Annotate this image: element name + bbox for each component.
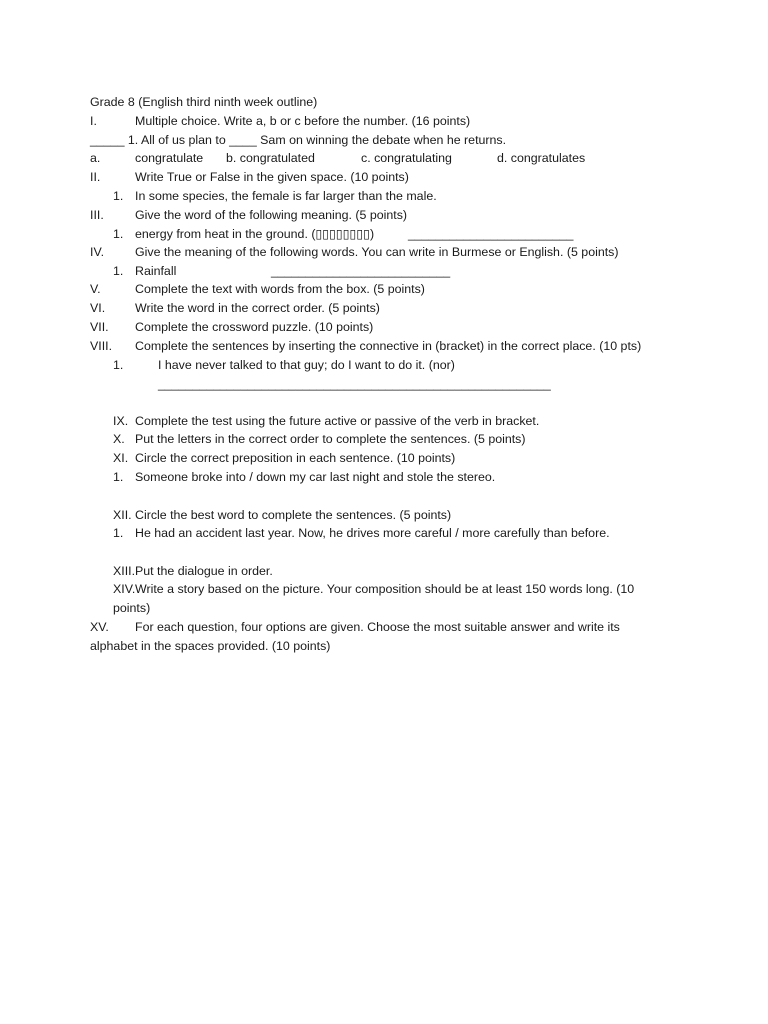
section-instruction: Complete the sentences by inserting the connective in (bracket) in the correct place. (10 pts) [135,339,642,353]
option-a: congratulate [135,151,204,165]
question-number: 1. [113,264,124,278]
section-number: I. [90,114,97,128]
section-instruction-continued: points) [113,601,151,615]
section-number: XIII. [113,564,136,578]
section-instruction-continued: alphabet in the spaces provided. (10 points) [90,639,331,653]
question-text: I have never talked to that guy; do I want to do it. (nor) [158,358,455,372]
question-text: Someone broke into / down my car last night and stole the stereo. [135,470,496,484]
section-number: III. [90,208,104,222]
question-text: Rainfall [135,264,177,278]
section-instruction: Put the letters in the correct order to complete the sentences. (5 points) [135,432,526,446]
question-text: In some species, the female is far larger than the male. [135,189,437,203]
question-number: 1. [113,227,124,241]
section-number: VIII. [90,339,113,353]
section-instruction: Put the dialogue in order. [135,564,273,578]
option-d: d. congratulates [497,151,586,165]
question-number: 1. [113,358,124,372]
section-number: XV. [90,620,109,634]
section-instruction: Write the word in the correct order. (5 points) [135,301,380,315]
section-number: VI. [90,301,106,315]
option-c: c. congratulating [361,151,452,165]
section-instruction: Complete the crossword puzzle. (10 points) [135,320,374,334]
option-b: b. congratulated [226,151,315,165]
section-instruction: Complete the test using the future active or passive of the verb in bracket. [135,414,540,428]
section-number: VII. [90,320,109,334]
section-number: II. [90,170,101,184]
answer-blank: __________________________ [271,264,451,278]
section-number: XII. [113,508,132,522]
section-instruction: Write True or False in the given space. (10 points) [135,170,409,184]
question-text: energy from heat in the ground. (▯▯▯▯▯▯▯▯) [135,227,375,241]
question-number: 1. [113,189,124,203]
section-instruction: For each question, four options are given. Choose the most suitable answer and write its [135,620,620,634]
question-text: _____ 1. All of us plan to ____ Sam on winning the debate when he returns. [90,133,507,147]
question-text: He had an accident last year. Now, he drives more careful / more carefully than before. [135,526,610,540]
section-number: XIV. [113,582,136,596]
section-number: XI. [113,451,129,465]
option-label: a. [90,151,101,165]
section-instruction: Write a story based on the picture. Your composition should be at least 150 words long. (10 [135,582,635,596]
answer-blank: ________________________ [408,227,574,241]
section-instruction: Circle the correct preposition in each sentence. (10 points) [135,451,456,465]
section-instruction: Multiple choice. Write a, b or c before the number. (16 points) [135,114,471,128]
section-instruction: Complete the text with words from the box. (5 points) [135,282,425,296]
section-instruction: Give the meaning of the following words. You can write in Burmese or English. (5 points) [135,245,619,259]
question-number: 1. [113,526,124,540]
section-instruction: Give the word of the following meaning. (5 points) [135,208,408,222]
section-number: X. [113,432,125,446]
section-instruction: Circle the best word to complete the sentences. (5 points) [135,508,452,522]
section-number: V. [90,282,101,296]
answer-blank: _________________________________________________________ [158,377,551,391]
section-number: IV. [90,245,105,259]
document-title: Grade 8 (English third ninth week outline) [90,95,318,109]
question-number: 1. [113,470,124,484]
section-number: IX. [113,414,129,428]
